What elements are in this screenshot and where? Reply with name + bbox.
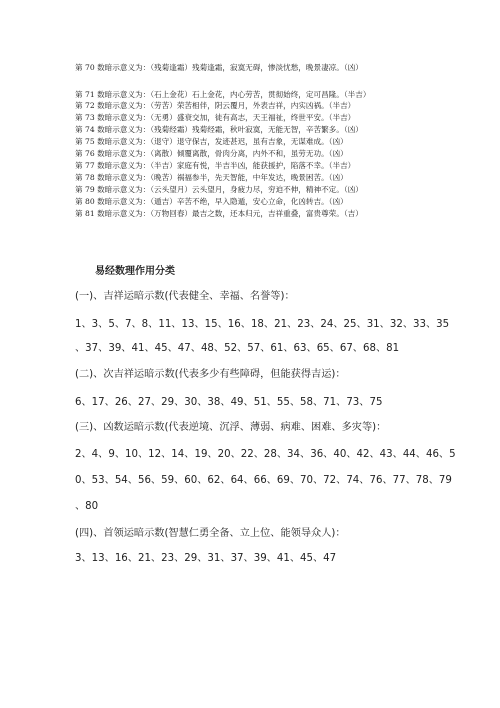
meaning-line-81: 第 81 数暗示意义为：（万物回春）最吉之数，还本归元，吉祥重叠，富贵尊荣。（吉） bbox=[75, 209, 363, 218]
section-1-title: (一)、吉祥运暗示数(代表健全、幸福、名誉等)： bbox=[75, 291, 295, 302]
section-heading: 易经数理作用分类 bbox=[95, 266, 175, 277]
meaning-line-80: 第 80 数暗示意义为：（遁吉）辛苦不绝，早入隐遁，安心立命，化凶转吉。（凶） bbox=[75, 197, 348, 206]
meaning-line-76: 第 76 数暗示意义为：（离散）倾覆离散，骨肉分离，内外不和，虽劳无功。（凶） bbox=[75, 149, 348, 158]
meaning-line-74: 第 74 数暗示意义为：（残菊经霜）残菊经霜，秋叶寂寞，无能无智，辛苦繁多。（凶） bbox=[75, 125, 363, 134]
section-1-line-2: 、37、39、41、45、47、48、52、57、61、63、65、67、68、81 bbox=[75, 343, 400, 354]
meaning-line-79: 第 79 数暗示意义为：（云头望月）云头望月，身疲力尽，穷迫不伸，精神不定。（凶） bbox=[75, 185, 363, 194]
section-4-line-1: 3、13、16、21、23、29、31、37、39、41、45、47 bbox=[75, 553, 337, 564]
meaning-line-75: 第 75 数暗示意义为：（退守）退守保吉，发迹甚迟，虽有吉象，无谋难成。（凶） bbox=[75, 137, 348, 146]
meaning-line-71: 第 71 数暗示意义为：（石上金花）石上金花，内心劳苦，贯彻始终，定可昌隆。（半吉） bbox=[75, 90, 371, 99]
meaning-line-70: 第 70 数暗示意义为：（残菊逢霜）残菊逢霜，寂寞无碍，惨淡忧愁，晚景凄凉。（凶） bbox=[75, 63, 363, 72]
meaning-line-73: 第 73 数暗示意义为：（无勇）盛衰交加，徒有高志，天王福祉，终世平安。（半吉） bbox=[75, 113, 356, 122]
section-3-line-1: 2、4、9、10、12、14、19、20、22、28、34、36、40、42、43、44、46、5 bbox=[75, 449, 456, 460]
section-1-line-1: 1、3、5、7、8、11、13、15、16、18、21、23、24、25、31、32、33、35 bbox=[75, 319, 450, 330]
meaning-line-72: 第 72 数暗示意义为：（劳苦）荣苦相伴，阴云覆月，外表吉祥，内实凶祸。（半吉） bbox=[75, 101, 356, 110]
section-2-title: (二)、次吉祥运暗示数(代表多少有些障碍，但能获得吉运)： bbox=[75, 369, 346, 380]
section-3-line-2: 0、53、54、56、59、60、62、64、66、69、70、72、74、76、77、78、79 bbox=[75, 475, 452, 486]
section-4-title: (四)、首领运暗示数(智慧仁勇全备、立上位、能领导众人)： bbox=[75, 528, 346, 539]
section-2-line-1: 6、17、26、27、29、30、38、49、51、55、58、71、73、75 bbox=[75, 397, 383, 408]
meaning-line-78: 第 78 数暗示意义为：（晚苦）祸福参半，先天智能，中年发达，晚景困苦。（凶） bbox=[75, 173, 348, 182]
section-3-line-3: 、80 bbox=[75, 501, 99, 512]
section-3-title: (三)、凶数运暗示数(代表逆境、沉浮、薄弱、病难、困难、多灾等)： bbox=[75, 422, 387, 433]
meaning-line-77: 第 77 数暗示意义为：（半吉）家庭有悦，半吉半凶，能获援护，陷落不幸。（半吉） bbox=[75, 161, 356, 170]
